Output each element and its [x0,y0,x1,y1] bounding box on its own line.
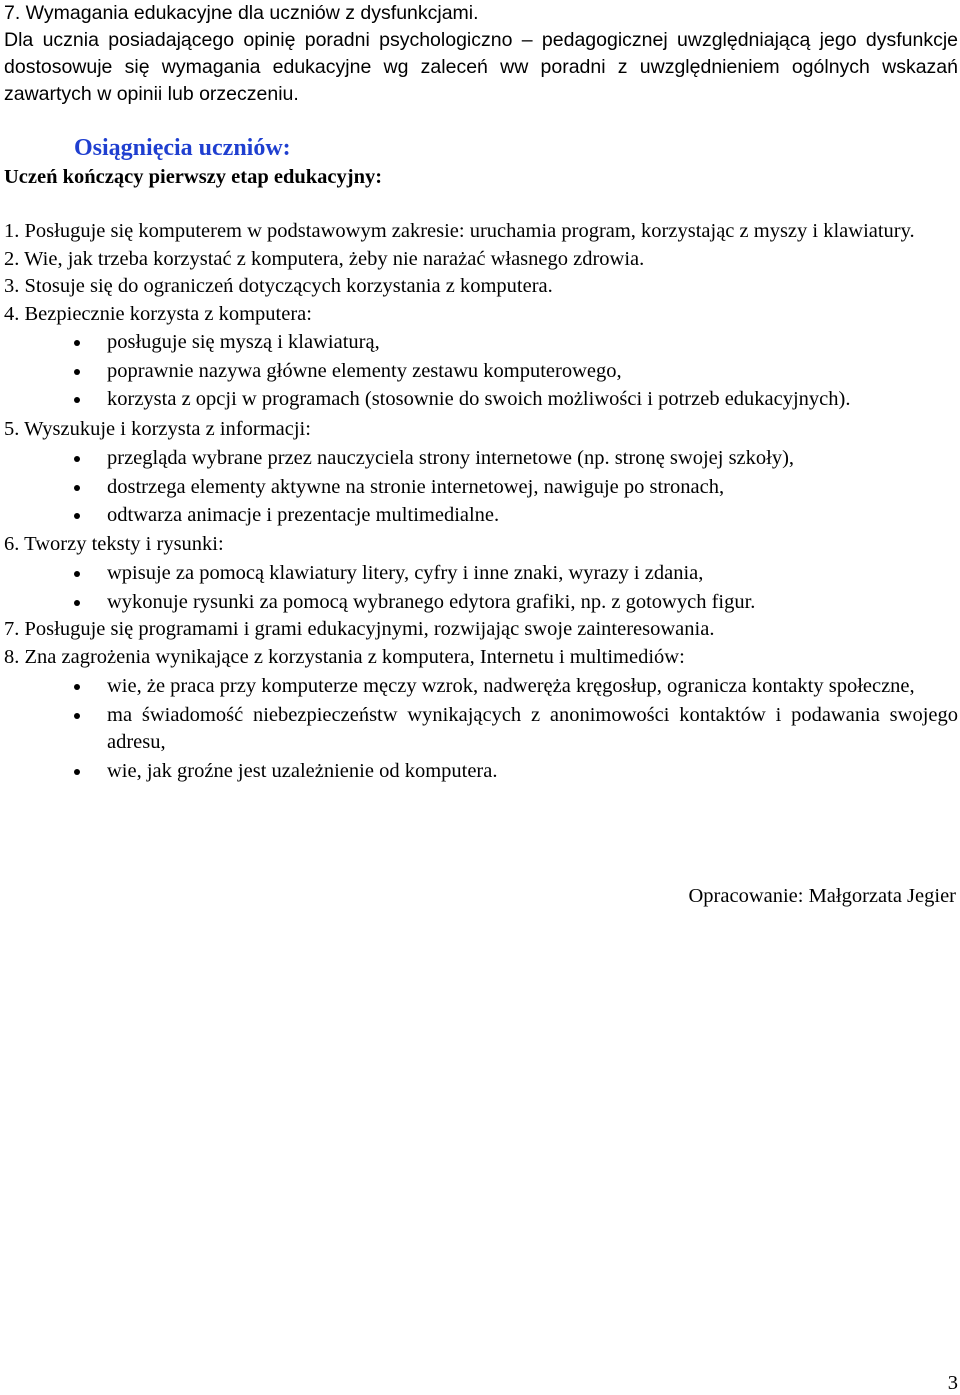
bullet-item: wykonuje rysunki za pomocą wybranego edytora grafiki, np. z gotowych figur. [4,589,958,617]
bullet-item: wpisuje za pomocą klawiatury litery, cyfry i inne znaki, wyrazy i zdania, [4,560,958,588]
bullet-item: przegląda wybrane przez nauczyciela strony internetowe (np. stronę swojej szkoły), [4,445,958,473]
achievements-list [4,218,958,785]
achievements-subtitle: Uczeń kończący pierwszy etap edukacyjny: [4,166,383,188]
bullet-icon [74,600,80,606]
achievements-title: Osiągnięcia uczniów: [74,135,291,161]
bullet-item: dostrzega elementy aktywne na stronie internetowej, nawiguje po stronach, [4,474,958,502]
bullet-icon [74,684,80,690]
list-item: 5. Wyszukuje i korzysta z informacji: [4,417,311,440]
bullet-icon [74,513,80,519]
item5-bullets [4,445,958,530]
list-item: 1. Posługuje się komputerem w podstawowym zakresie: uruchamia program, korzystając z myszy i klawiatury. [4,220,915,242]
list-item: 7. Posługuje się programami i grami edukacyjnymi, rozwijając swoje zainteresowania. [4,618,715,640]
item6-bullets [4,560,958,616]
author-credit: Opracowanie: Małgorzata Jegier [688,885,956,907]
bullet-icon [74,485,80,491]
bullet-item: ma świadomość niebezpieczeństw wynikających z anonimowości kontaktów i podawania swojego adresu, [4,702,958,757]
bullet-icon [74,571,80,577]
bullet-item: posługuje się myszą i klawiaturą, [4,329,958,357]
list-item: 8. Zna zagrożenia wynikające z korzystania z komputera, Internetu i multimediów: [4,645,685,668]
item4-bullets [4,329,958,414]
bullet-icon [74,369,80,375]
list-item: 3. Stosuje się do ograniczeń dotyczących korzystania z komputera. [4,275,553,297]
page-number: 3 [947,1372,958,1394]
bullet-item: wie, jak groźne jest uzależnienie od komputera. [4,758,958,786]
section-7-heading: 7. Wymagania edukacyjne dla uczniów z dysfunkcjami. [4,2,479,24]
section-7-paragraph: Dla ucznia posiadającego opinię poradni psychologiczno – pedagogicznej uwzględniającą jego dysfunkcje dostosowuje się wymagania edukacyjne wg zaleceń ww poradni z uwzględnieniem ogólnych wskazań zawartych w opinii lub orzeczeniu. [4,29,958,105]
bullet-icon [74,456,80,462]
bullet-item: korzysta z opcji w programach (stosownie do swoich możliwości i potrzeb edukacyjnych). [4,386,958,414]
bullet-item: odtwarza animacje i prezentacje multimedialne. [4,502,958,530]
list-item: 4. Bezpiecznie korzysta z komputera: [4,302,312,325]
bullet-item: poprawnie nazywa główne elementy zestawu komputerowego, [4,358,958,386]
bullet-icon [74,769,80,775]
bullet-icon [74,397,80,403]
bullet-icon [74,713,80,719]
list-item: 2. Wie, jak trzeba korzystać z komputera, żeby nie narażać własnego zdrowia. [4,247,645,270]
list-item: 6. Tworzy teksty i rysunki: [4,532,224,555]
bullet-icon [74,340,80,346]
bullet-item: wie, że praca przy komputerze męczy wzrok, nadweręża kręgosłup, ogranicza kontakty społeczne, [4,673,958,701]
item8-bullets [4,673,958,785]
